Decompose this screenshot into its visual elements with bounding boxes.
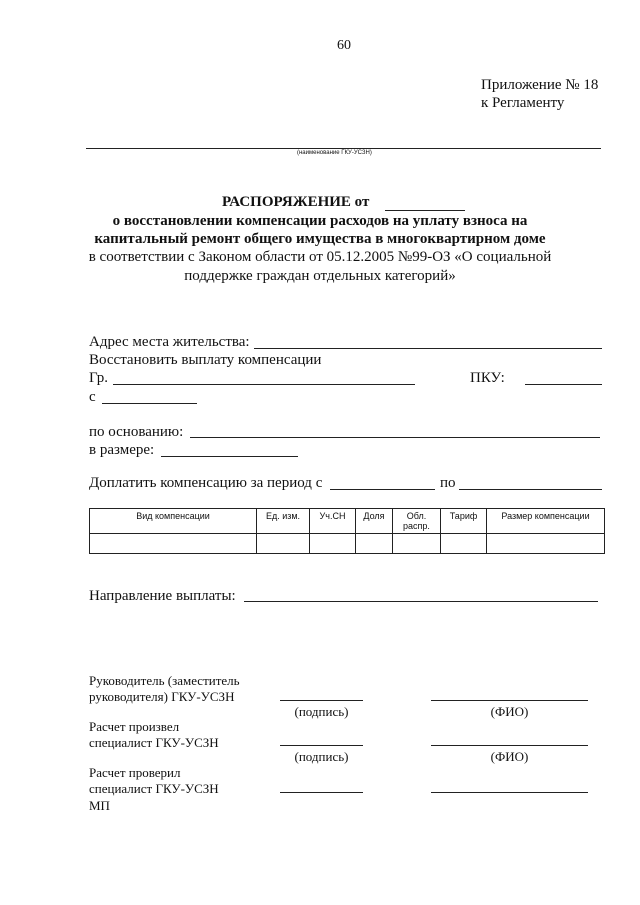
head-fio-caption: (ФИО): [490, 704, 529, 719]
table-cell[interactable]: [310, 534, 356, 554]
order-subject-line2: капитальный ремонт общего имущества в многоквартирном доме: [94, 231, 546, 247]
address-field-line: [254, 348, 602, 349]
order-date-line: [385, 210, 465, 211]
order-title: РАСПОРЯЖЕНИЕ от: [222, 194, 370, 210]
calc-title-line2: специалист ГКУ-УСЗН: [89, 735, 219, 750]
period-to-field-line: [459, 489, 602, 490]
col-header-compensation-type: Вид компенсации: [90, 509, 257, 534]
basis-field-line: [190, 437, 600, 438]
col-header-compensation-amount: Размер компенсации: [487, 509, 605, 534]
citizen-field-line: [113, 384, 415, 385]
address-label: Адрес места жительства:: [89, 334, 250, 350]
org-name-line: [86, 148, 601, 149]
table-cell[interactable]: [441, 534, 487, 554]
check-fio-line: [431, 792, 588, 793]
amount-field-line: [161, 456, 298, 457]
col-header-unit: Ед. изм.: [257, 509, 310, 534]
from-date-field-line: [102, 403, 197, 404]
table-cell[interactable]: [487, 534, 605, 554]
calc-signature-caption: (подпись): [294, 749, 349, 764]
head-title-line2: руководителя) ГКУ-УСЗН: [89, 689, 235, 704]
calc-fio-caption: (ФИО): [490, 749, 529, 764]
head-signature-caption: (подпись): [294, 704, 349, 719]
order-law-line2: поддержке граждан отдельных категорий»: [184, 268, 456, 284]
pku-field-line: [525, 384, 602, 385]
payment-direction-label: Направление выплаты:: [89, 588, 236, 604]
extra-payment-label: Доплатить компенсацию за период с: [89, 475, 323, 491]
stamp-place-label: МП: [89, 798, 110, 813]
appendix-number: Приложение № 18: [481, 77, 599, 93]
head-signature-line: [280, 700, 363, 701]
col-header-share: Доля: [356, 509, 393, 534]
head-title-line1: Руководитель (заместитель: [89, 673, 240, 688]
order-law-line1: в соответствии с Законом области от 05.12.2005 №99-ОЗ «О социальной: [88, 249, 552, 265]
head-fio-line: [431, 700, 588, 701]
col-header-tariff: Тариф: [441, 509, 487, 534]
table-header-row: [90, 509, 605, 534]
check-signature-line: [280, 792, 363, 793]
table-cell[interactable]: [257, 534, 310, 554]
page-number: 60: [337, 38, 351, 53]
calc-signature-line: [280, 745, 363, 746]
col-header-regional-distribution: Обл. распр.: [393, 509, 441, 534]
table-cell[interactable]: [393, 534, 441, 554]
basis-label: по основанию:: [89, 424, 184, 440]
appendix-reference: к Регламенту: [481, 95, 565, 111]
restore-label: Восстановить выплату компенсации: [89, 352, 322, 368]
check-title-line2: специалист ГКУ-УСЗН: [89, 781, 219, 796]
table-cell[interactable]: [356, 534, 393, 554]
amount-label: в размере:: [89, 442, 155, 458]
pku-label: ПКУ:: [470, 370, 505, 386]
calc-fio-line: [431, 745, 588, 746]
calc-title-line1: Расчет произвел: [89, 719, 180, 734]
table-row: [90, 534, 605, 554]
from-date-label: с: [89, 389, 96, 405]
table-cell[interactable]: [90, 534, 257, 554]
period-to-label: по: [440, 475, 456, 491]
compensation-table: [89, 508, 605, 554]
org-name-caption: (наименование ГКУ-УСЗН): [297, 150, 372, 156]
payment-direction-field-line: [244, 601, 598, 602]
col-header-uch-sn: Уч.СН: [310, 509, 356, 534]
citizen-label: Гр.: [89, 370, 108, 386]
check-title-line1: Расчет проверил: [89, 765, 181, 780]
period-from-field-line: [330, 489, 435, 490]
order-subject-line1: о восстановлении компенсации расходов на уплату взноса на: [112, 213, 528, 229]
